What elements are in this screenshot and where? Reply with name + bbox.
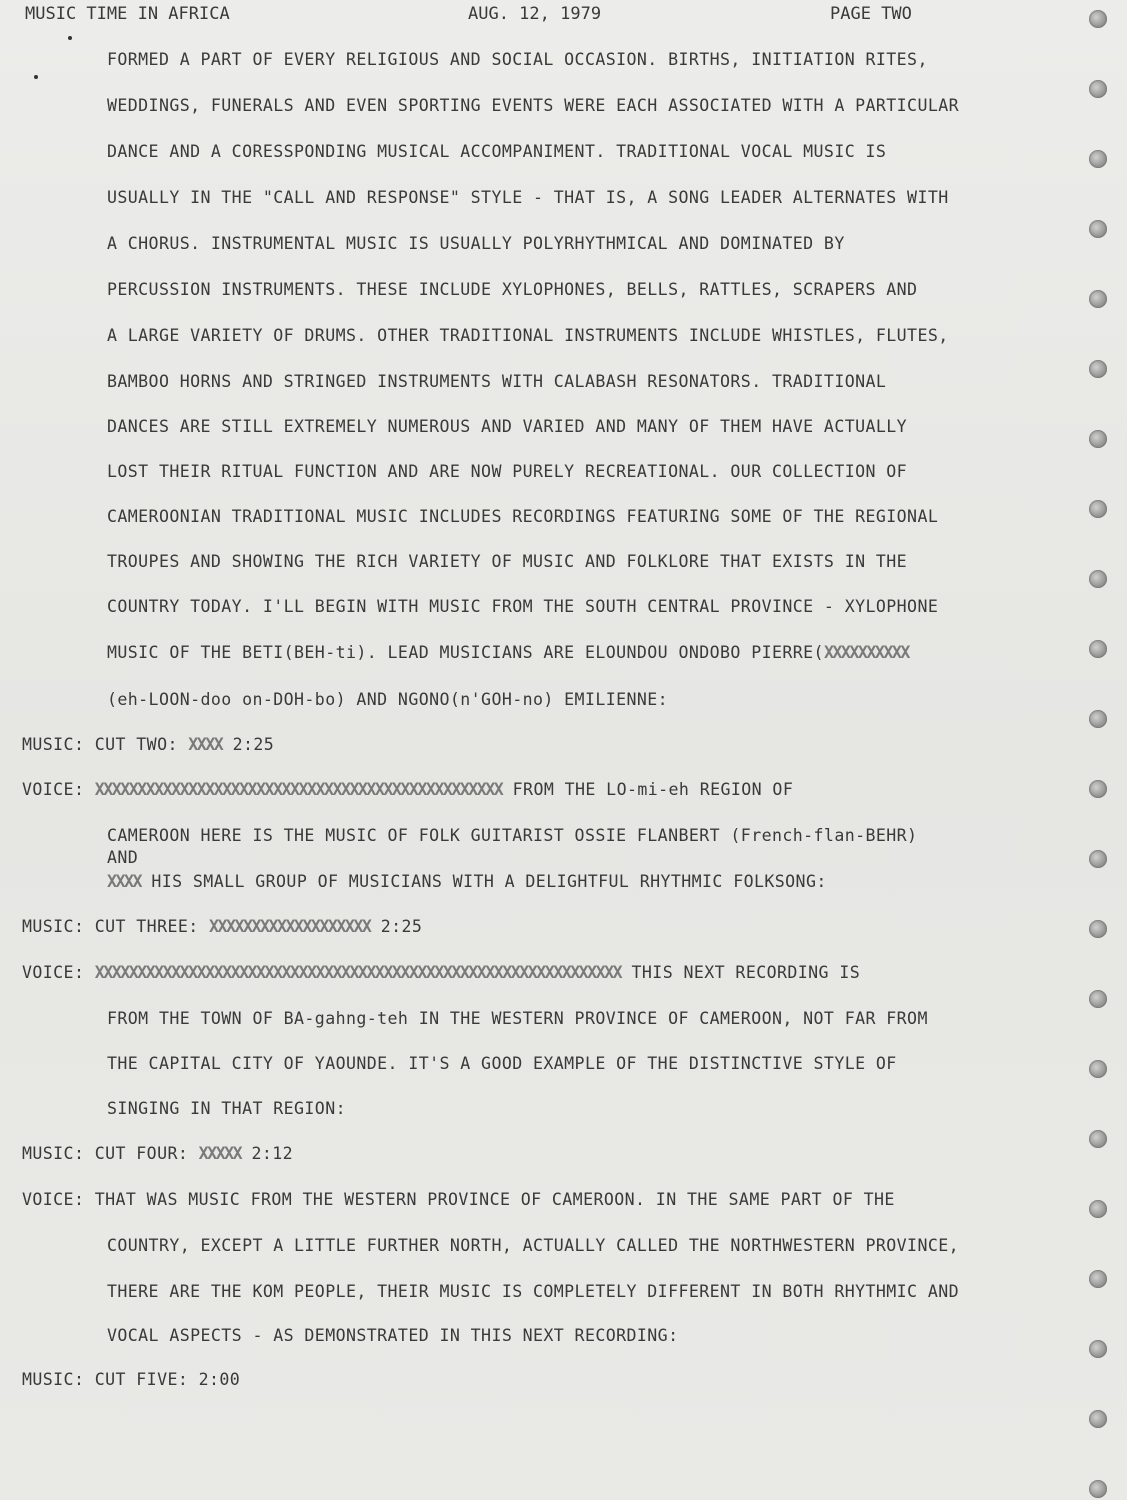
line-text: 2:12 [241,1144,294,1163]
script-line [107,1236,959,1256]
struck-out-text: XXXX [188,735,223,754]
line-text: DANCES ARE STILL EXTREMELY NUMEROUS AND VARIED AND MANY OF THEM HAVE ACTUALLY [107,417,908,436]
line-text: FROM THE LO-mi-eh REGION OF [502,780,794,799]
feed-hole [1089,640,1107,658]
feed-hole [1089,1410,1107,1428]
script-line [107,597,938,617]
line-text: THAT WAS MUSIC FROM THE WESTERN PROVINCE OF CAMEROON. IN THE SAME PART OF THE [94,1190,895,1209]
line-text: 2:25 [222,735,275,754]
script-line [107,462,907,482]
line-text: AND [107,848,139,867]
line-text: CUT FOUR: [94,1144,199,1163]
script-line [107,96,959,116]
script-line [107,417,907,437]
cue-label: VOICE: [22,1190,95,1209]
script-line [107,1326,678,1346]
line-text: CUT FIVE: 2:00 [94,1370,241,1389]
script-line [107,142,886,162]
script-line [22,780,793,800]
line-text: USUALLY IN THE "CALL AND RESPONSE" STYLE - THAT IS, A SONG LEADER ALTERNATES WITH [107,188,949,207]
feed-hole [1089,1270,1107,1288]
line-text: SINGING IN THAT REGION: [107,1099,346,1118]
struck-out-text: XXXXX [198,1144,242,1163]
feed-hole [1089,430,1107,448]
script-line [107,1099,346,1119]
line-text: PERCUSSION INSTRUMENTS. THESE INCLUDE XYLOPHONES, BELLS, RATTLES, SCRAPERS AND [107,280,918,299]
broadcast-date: AUG. 12, 1979 [468,4,602,24]
line-text: FORMED A PART OF EVERY RELIGIOUS AND SOCIAL OCCASION. BIRTHS, INITIATION RITES, [107,50,928,69]
line-text: HIS SMALL GROUP OF MUSICIANS WITH A DELIGHTFUL RHYTHMIC FOLKSONG: [140,872,827,891]
ink-speck [34,75,38,79]
line-text: COUNTRY TODAY. I'LL BEGIN WITH MUSIC FROM THE SOUTH CENTRAL PROVINCE - XYLOPHONE [107,597,939,616]
script-line [22,735,274,755]
script-line [107,552,907,572]
cue-label: VOICE: [22,780,95,799]
line-text: CUT THREE: [94,917,210,936]
script-line [22,1370,240,1390]
feed-hole [1089,1200,1107,1218]
script-line [22,1144,293,1164]
feed-hole [1089,1060,1107,1078]
script-line [107,826,917,846]
script-line [22,917,422,937]
script-line [107,188,949,208]
script-line [107,848,138,868]
tractor-feed-holes [1067,0,1127,1500]
feed-hole [1089,500,1107,518]
struck-out-text: XXXXXXXXXXXXXXXXXXXXXXXXXXXXXXXXXXXXXXXXXXXXXXXX [94,780,503,799]
script-line [107,372,886,392]
page-number: PAGE TWO [830,4,912,24]
feed-hole [1089,220,1107,238]
struck-out-text: XXXXXXXXXX [823,643,909,662]
cue-label: MUSIC: [22,1144,95,1163]
feed-hole [1089,920,1107,938]
script-line [22,1190,895,1210]
ink-speck [68,36,72,40]
script-line [107,1282,959,1302]
feed-hole [1089,80,1107,98]
line-text: TROUPES AND SHOWING THE RICH VARIETY OF MUSIC AND FOLKLORE THAT EXISTS IN THE [107,552,908,571]
line-text: MUSIC OF THE BETI(BEH-ti). LEAD MUSICIANS ARE ELOUNDOU ONDOBO PIERRE( [107,643,824,662]
script-line [107,50,928,70]
feed-hole [1089,10,1107,28]
cue-label: VOICE: [22,963,95,982]
struck-out-text: XXXXXXXXXXXXXXXXXXXXXXXXXXXXXXXXXXXXXXXXXXXXXXXXXXXXXXXXXXXXXX [94,963,622,982]
feed-hole [1089,1130,1107,1148]
feed-hole [1089,780,1107,798]
feed-hole [1089,710,1107,728]
line-text: A CHORUS. INSTRUMENTAL MUSIC IS USUALLY POLYRHYTHMICAL AND DOMINATED BY [107,234,845,253]
program-title: MUSIC TIME IN AFRICA [25,4,230,24]
line-text: LOST THEIR RITUAL FUNCTION AND ARE NOW PURELY RECREATIONAL. OUR COLLECTION OF [107,462,908,481]
line-text: BAMBOO HORNS AND STRINGED INSTRUMENTS WITH CALABASH RESONATORS. TRADITIONAL [107,372,887,391]
line-text: CAMEROON HERE IS THE MUSIC OF FOLK GUITARIST OSSIE FLANBERT (French-flan-BEHR) [107,826,918,845]
feed-hole [1089,1340,1107,1358]
line-text: FROM THE TOWN OF BA-gahng-teh IN THE WESTERN PROVINCE OF CAMEROON, NOT FAR FROM [107,1009,928,1028]
script-line [107,280,917,300]
feed-hole [1089,150,1107,168]
line-text: THE CAPITAL CITY OF YAOUNDE. IT'S A GOOD EXAMPLE OF THE DISTINCTIVE STYLE OF [107,1054,897,1073]
script-line [107,326,949,346]
line-text: (eh-LOON-doo on-DOH-bo) AND NGONO(n'GOH-no) EMILIENNE: [107,690,669,709]
line-text: A LARGE VARIETY OF DRUMS. OTHER TRADITIONAL INSTRUMENTS INCLUDE WHISTLES, FLUTES, [107,326,949,345]
line-text: DANCE AND A CORESSPONDING MUSICAL ACCOMPANIMENT. TRADITIONAL VOCAL MUSIC IS [107,142,887,161]
feed-hole [1089,850,1107,868]
feed-hole [1089,290,1107,308]
cue-label: MUSIC: [22,1370,95,1389]
cue-label: MUSIC: [22,735,95,754]
struck-out-text: XXXXXXXXXXXXXXXXXXX [209,917,371,936]
feed-hole [1089,570,1107,588]
script-line [107,507,938,527]
line-text: WEDDINGS, FUNERALS AND EVEN SPORTING EVENTS WERE EACH ASSOCIATED WITH A PARTICULAR [107,96,960,115]
line-text: COUNTRY, EXCEPT A LITTLE FURTHER NORTH, ACTUALLY CALLED THE NORTHWESTERN PROVINCE, [107,1236,960,1255]
line-text: VOCAL ASPECTS - AS DEMONSTRATED IN THIS NEXT RECORDING: [107,1326,679,1345]
line-text: THERE ARE THE KOM PEOPLE, THEIR MUSIC IS COMPLETELY DIFFERENT IN BOTH RHYTHMIC AND [107,1282,960,1301]
feed-hole [1089,990,1107,1008]
cue-label: MUSIC: [22,917,95,936]
script-line [107,234,845,254]
script-line [107,643,909,663]
feed-hole [1089,360,1107,378]
feed-hole [1089,1480,1107,1498]
script-line [22,963,860,983]
script-line [107,690,668,710]
script-line [107,872,827,892]
line-text: CUT TWO: [94,735,189,754]
line-text: 2:25 [370,917,423,936]
line-text: THIS NEXT RECORDING IS [621,963,861,982]
script-line [107,1054,897,1074]
struck-out-text: XXXX [107,872,141,891]
script-line [107,1009,928,1029]
line-text: CAMEROONIAN TRADITIONAL MUSIC INCLUDES RECORDINGS FEATURING SOME OF THE REGIONAL [107,507,939,526]
